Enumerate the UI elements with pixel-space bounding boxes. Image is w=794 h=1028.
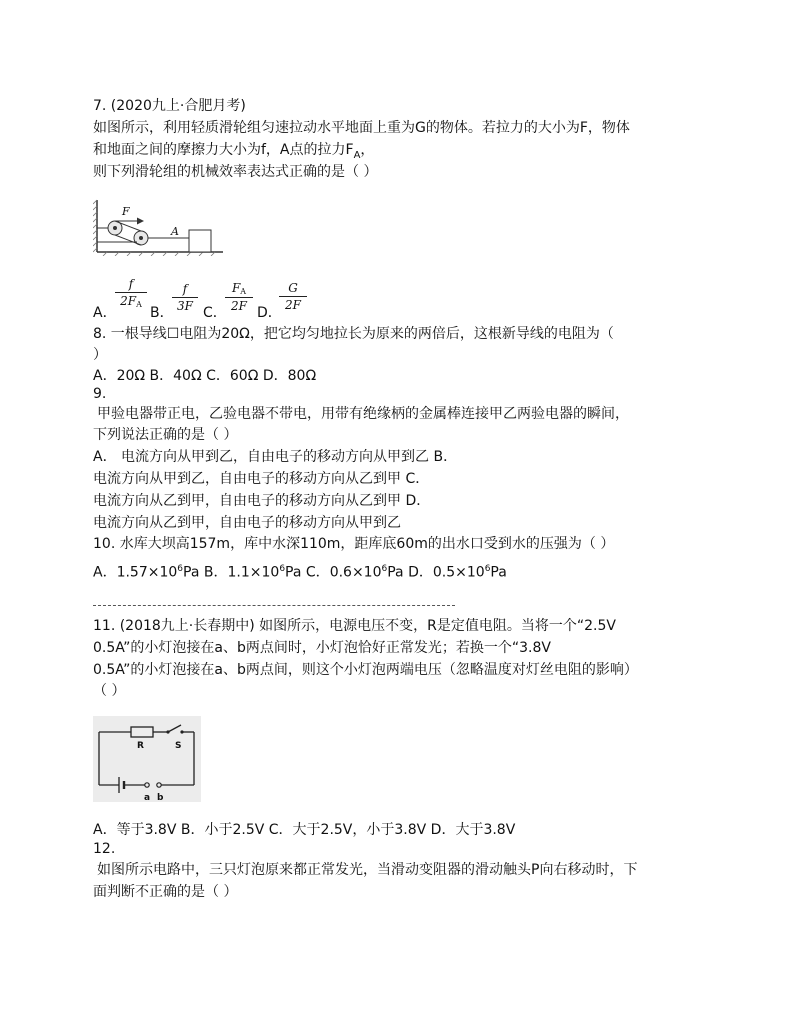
q9-option-line4: 电流方向从乙到甲，自由电子的移动方向从甲到乙	[93, 515, 401, 531]
q12-stem-line2: 面判断不正确的是（ ）	[93, 884, 238, 900]
q8-stem-line2: ）	[93, 347, 107, 363]
q7-stem-line2: 和地面之间的摩擦力大小为f，A点的拉力$F_A$，	[93, 142, 375, 161]
q7-option-c-fraction: $F_A$ 2F	[225, 281, 253, 313]
q7-option-b-fraction: f 3F	[172, 282, 198, 313]
point-a-label: A	[171, 225, 179, 238]
separator-line	[93, 605, 455, 606]
q7-option-a-label: A．	[93, 305, 117, 321]
q11-stem-line2: 0.5A”的小灯泡接在a、b两点间时，小灯泡恰好正常发光；若换一个“3.8V	[93, 640, 551, 656]
q9-option-line2: 电流方向从甲到乙，自由电子的移动方向从乙到甲 C．	[93, 471, 430, 487]
q11-stem-line1: 11. (2018九上·长春期中) 如图所示，电源电压不变，R是定值电阻。当将一个“2.5V	[93, 618, 616, 634]
q8-stem-line1: 8. 一根导线☐电阻为20Ω，把它均匀地拉长为原来的两倍后，这根新导线的电阻为（	[93, 326, 614, 342]
q9-option-line3: 电流方向从乙到甲，自由电子的移动方向从乙到甲 D．	[93, 493, 431, 509]
q7-option-d-fraction: G 2F	[279, 281, 307, 312]
q7-option-d-label: D．	[257, 305, 282, 321]
q12-number: 12.	[93, 841, 116, 857]
q9-stem-line1: 甲验电器带正电，乙验电器不带电，用带有绝缘柄的金属棒连接甲乙两验电器的瞬间，	[97, 406, 629, 422]
q7-stem-line3: 则下列滑轮组的机械效率表达式正确的是（ ）	[93, 164, 378, 180]
q12-stem-line1: 如图所示电路中，三只灯泡原来都正常发光，当滑动变阻器的滑动触头P向右移动时，下	[97, 862, 638, 878]
label-a: a	[144, 793, 151, 802]
circuit-figure	[93, 716, 201, 802]
q10-stem: 10. 水库大坝高157m，库中水深110m，距库底60m的出水口受到水的压强为（ ）	[93, 536, 615, 552]
q7-stem-line1: 如图所示，利用轻质滑轮组匀速拉动水平地面上重为G的物体。若拉力的大小为F，物体	[93, 120, 630, 136]
q11-options: A．等于3.8V B．小于2.5V C．大于2.5V，小于3.8V D．大于3.8V	[93, 822, 516, 838]
q7-option-a-fraction: f $2F_A$	[115, 277, 147, 309]
q7-option-b-label: B．	[150, 305, 174, 321]
q10-options: A．$1.57\times 10^6Pa$ B．$1.1\times 10^6Pa$ C．$0.6\times 10^6Pa$ D．$0.5\times 10^6Pa$	[93, 564, 507, 581]
q9-number: 9.	[93, 386, 107, 402]
label-r: R	[137, 741, 144, 751]
pulley-figure	[93, 198, 225, 256]
q11-stem-line4: （ ）	[93, 683, 126, 699]
q11-stem-line3: 0.5A”的小灯泡接在a、b两点间，则这个小灯泡两端电压（忽略温度对灯丝电阻的影响）	[93, 662, 638, 678]
q9-option-line1: A． 电流方向从甲到乙，自由电子的移动方向从甲到乙 B．	[93, 449, 458, 465]
resistor-r	[131, 727, 153, 737]
terminal-b	[157, 783, 161, 787]
q9-stem-line2: 下列说法正确的是（ ）	[93, 427, 238, 443]
terminal-a	[145, 783, 149, 787]
label-s: S	[175, 741, 182, 751]
label-b: b	[157, 793, 164, 802]
q7-option-c-label: C．	[203, 305, 227, 321]
q7-header: 7. (2020九上·合肥月考)	[93, 98, 246, 114]
force-label: F	[122, 205, 130, 218]
q8-options: A．20Ω B．40Ω C．60Ω D．80Ω	[93, 368, 317, 384]
